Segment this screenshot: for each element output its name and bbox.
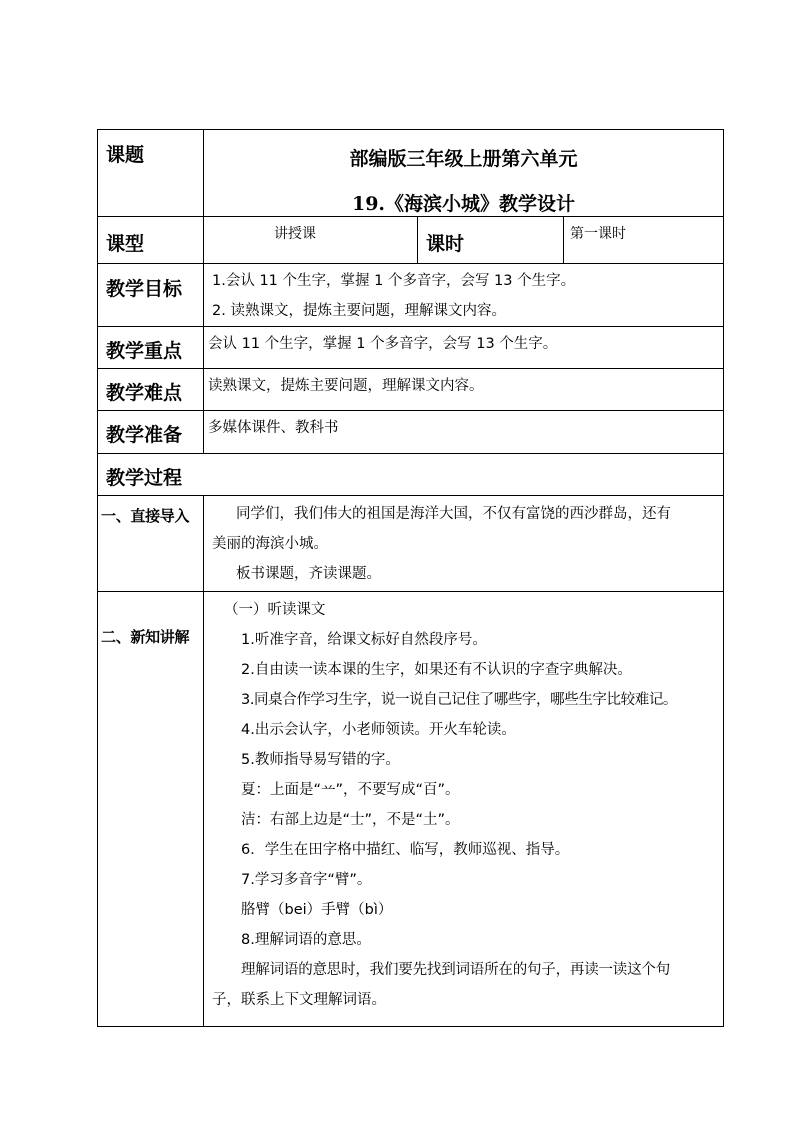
period-label: 课时: [426, 233, 465, 255]
preparation-cell: [204, 411, 724, 454]
content-line: 同学们，我们伟大的祖国是海洋大国，不仅有富饶的西沙群岛，还有: [236, 506, 671, 522]
section-1-row: [98, 496, 724, 592]
section-2-label: 二、新知讲解: [101, 628, 190, 646]
content-line: 美丽的海滨小城。: [212, 536, 328, 552]
difficulties-label-cell: [98, 369, 204, 411]
difficulties-cell: [204, 369, 724, 411]
difficulties-label: 教学难点: [106, 382, 183, 404]
content-line: 4.出示会认字，小老师领读。开火车轮读。: [241, 722, 516, 738]
content-line: 8.理解词语的意思。: [241, 932, 371, 948]
content-line: 夏：上面是“䒑”，不要写成“百”。: [241, 782, 460, 798]
key-points-label-cell: [98, 327, 204, 369]
content-line: 板书课题，齐读课题。: [236, 566, 381, 582]
content-line: 子，联系上下文理解词语。: [212, 992, 386, 1008]
preparation-label: 教学准备: [106, 424, 183, 446]
period-label-cell: [418, 217, 564, 264]
objectives-row: [98, 264, 724, 327]
key-points-label: 教学重点: [106, 340, 183, 362]
title-cell: [204, 130, 724, 217]
difficulties-value: 读熟课文，提炼主要问题，理解课文内容。: [208, 378, 484, 394]
objective-item: 1.会认 11 个生字，掌握 1 个多音字，会写 13 个生字。: [212, 273, 576, 289]
key-points-value: 会认 11 个生字，掌握 1 个多音字，会写 13 个生字。: [208, 336, 558, 352]
section-2-label-cell: [98, 592, 204, 1027]
key-points-row: [98, 327, 724, 369]
content-line: （一）听读课文: [224, 602, 326, 618]
section-1-content: [204, 496, 724, 592]
lesson-type-label: 课型: [106, 233, 145, 255]
content-line: 1.听准字音，给课文标好自然段序号。: [241, 632, 487, 648]
title-line-1: 部编版三年级上册第六单元: [349, 148, 578, 170]
period-value: 第一课时: [570, 226, 626, 242]
lesson-type-label-cell: [98, 217, 204, 264]
difficulties-row: [98, 369, 724, 411]
objective-item: 2. 读熟课文，提炼主要问题，理解课文内容。: [212, 303, 506, 319]
section-2-row: [98, 592, 724, 1027]
period-value-cell: [564, 217, 724, 264]
preparation-label-cell: [98, 411, 204, 454]
content-line: 3.同桌合作学习生字，说一说自己记住了哪些字，哪些生字比较难记。: [241, 692, 678, 708]
content-line: 2.自由读一读本课的生字，如果还有不认识的字查字典解决。: [241, 662, 632, 678]
objectives-label-cell: [98, 264, 204, 327]
content-line: 7.学习多音字“臂”。: [241, 872, 372, 888]
preparation-row: [98, 411, 724, 454]
lesson-type-value: 讲授课: [274, 226, 316, 242]
process-header-cell: [98, 454, 724, 496]
section-1-label: 一、直接导入: [101, 507, 190, 525]
topic-label: 课题: [106, 144, 145, 166]
content-line: 胳臂（bei）手臂（bì）: [241, 902, 393, 918]
title-row: [98, 130, 724, 217]
process-label: 教学过程: [106, 467, 183, 489]
process-header-row: [98, 454, 724, 496]
content-line: 6．学生在田字格中描红、临写，教师巡视、指导。: [241, 842, 570, 858]
section-2-content: [204, 592, 724, 1027]
content-line: 5.教师指导易写错的字。: [241, 752, 400, 768]
content-line: 洁：右部上边是“士”，不是“土”。: [241, 812, 460, 828]
title-line-2: 19.《海滨小城》教学设计: [351, 193, 576, 215]
objectives-label: 教学目标: [106, 278, 183, 300]
lesson-plan-table: [97, 129, 724, 1027]
lesson-type-row: [98, 217, 724, 264]
content-line: 理解词语的意思时，我们要先找到词语所在的句子，再读一读这个句: [241, 962, 670, 978]
section-1-label-cell: [98, 496, 204, 592]
topic-label-cell: [98, 130, 204, 217]
key-points-cell: [204, 327, 724, 369]
lesson-type-value-cell: [204, 217, 418, 264]
objectives-cell: [204, 264, 724, 327]
preparation-value: 多媒体课件、教科书: [208, 420, 339, 436]
